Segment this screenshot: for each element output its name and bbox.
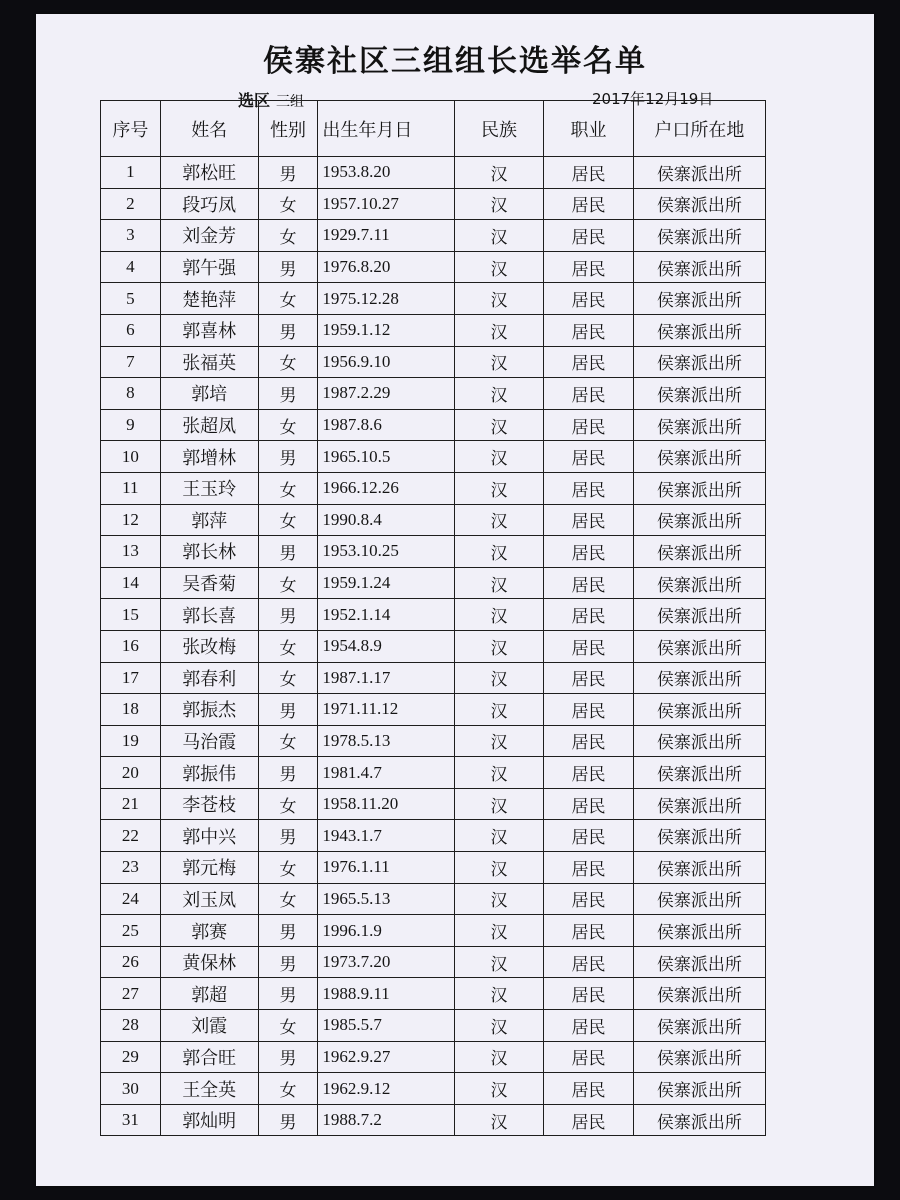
cell-number: 5 xyxy=(101,283,161,315)
cell-birthdate: 1929.7.11 xyxy=(318,220,454,252)
cell-ethnicity: 汉 xyxy=(454,630,544,662)
cell-hukou: 侯寨派出所 xyxy=(633,1104,765,1136)
cell-occupation: 居民 xyxy=(544,409,634,441)
cell-ethnicity: 汉 xyxy=(454,820,544,852)
cell-name: 郭长喜 xyxy=(160,599,258,631)
cell-ethnicity: 汉 xyxy=(454,757,544,789)
cell-number: 19 xyxy=(101,725,161,757)
table-row xyxy=(101,946,766,978)
cell-birthdate: 1962.9.27 xyxy=(318,1041,454,1073)
cell-number: 1 xyxy=(101,157,161,189)
cell-number: 20 xyxy=(101,757,161,789)
table-row xyxy=(101,820,766,852)
cell-occupation: 居民 xyxy=(544,283,634,315)
cell-birthdate: 1965.10.5 xyxy=(318,441,454,473)
cell-gender: 男 xyxy=(258,441,318,473)
column-header-hukou: 户口所在地 xyxy=(633,101,765,157)
cell-gender: 女 xyxy=(258,409,318,441)
cell-gender: 女 xyxy=(258,1010,318,1042)
cell-hukou: 侯寨派出所 xyxy=(633,157,765,189)
table-row xyxy=(101,1041,766,1073)
cell-name: 刘玉凤 xyxy=(160,883,258,915)
cell-birthdate: 1965.5.13 xyxy=(318,883,454,915)
cell-name: 郭合旺 xyxy=(160,1041,258,1073)
cell-occupation: 居民 xyxy=(544,599,634,631)
cell-ethnicity: 汉 xyxy=(454,220,544,252)
cell-occupation: 居民 xyxy=(544,694,634,726)
cell-gender: 男 xyxy=(258,314,318,346)
cell-name: 郭增林 xyxy=(160,441,258,473)
table-row xyxy=(101,251,766,283)
cell-name: 刘霞 xyxy=(160,1010,258,1042)
table-row xyxy=(101,852,766,884)
cell-occupation: 居民 xyxy=(544,504,634,536)
cell-hukou: 侯寨派出所 xyxy=(633,915,765,947)
column-header-name: 姓名 xyxy=(160,101,258,157)
cell-number: 10 xyxy=(101,441,161,473)
cell-ethnicity: 汉 xyxy=(454,852,544,884)
cell-ethnicity: 汉 xyxy=(454,567,544,599)
column-header-occupation: 职业 xyxy=(544,101,634,157)
cell-gender: 男 xyxy=(258,946,318,978)
candidate-table xyxy=(100,100,766,1136)
cell-ethnicity: 汉 xyxy=(454,1041,544,1073)
cell-hukou: 侯寨派出所 xyxy=(633,788,765,820)
cell-name: 郭春利 xyxy=(160,662,258,694)
cell-ethnicity: 汉 xyxy=(454,1010,544,1042)
cell-birthdate: 1978.5.13 xyxy=(318,725,454,757)
table-row xyxy=(101,599,766,631)
cell-occupation: 居民 xyxy=(544,883,634,915)
cell-occupation: 居民 xyxy=(544,978,634,1010)
cell-occupation: 居民 xyxy=(544,630,634,662)
cell-birthdate: 1988.7.2 xyxy=(318,1104,454,1136)
cell-hukou: 侯寨派出所 xyxy=(633,378,765,410)
cell-number: 26 xyxy=(101,946,161,978)
cell-name: 郭赛 xyxy=(160,915,258,947)
cell-hukou: 侯寨派出所 xyxy=(633,630,765,662)
column-header-gender: 性别 xyxy=(258,101,318,157)
cell-number: 31 xyxy=(101,1104,161,1136)
cell-hukou: 侯寨派出所 xyxy=(633,1073,765,1105)
cell-ethnicity: 汉 xyxy=(454,157,544,189)
cell-occupation: 居民 xyxy=(544,915,634,947)
cell-occupation: 居民 xyxy=(544,1041,634,1073)
table-row xyxy=(101,283,766,315)
cell-occupation: 居民 xyxy=(544,852,634,884)
cell-hukou: 侯寨派出所 xyxy=(633,1041,765,1073)
cell-name: 马治霞 xyxy=(160,725,258,757)
cell-hukou: 侯寨派出所 xyxy=(633,346,765,378)
cell-name: 张改梅 xyxy=(160,630,258,662)
cell-name: 郭长林 xyxy=(160,536,258,568)
cell-hukou: 侯寨派出所 xyxy=(633,504,765,536)
cell-number: 11 xyxy=(101,472,161,504)
cell-name: 王玉玲 xyxy=(160,472,258,504)
cell-birthdate: 1952.1.14 xyxy=(318,599,454,631)
cell-number: 3 xyxy=(101,220,161,252)
cell-occupation: 居民 xyxy=(544,536,634,568)
table-row xyxy=(101,915,766,947)
cell-occupation: 居民 xyxy=(544,472,634,504)
cell-gender: 女 xyxy=(258,346,318,378)
cell-birthdate: 1973.7.20 xyxy=(318,946,454,978)
cell-birthdate: 1957.10.27 xyxy=(318,188,454,220)
cell-occupation: 居民 xyxy=(544,346,634,378)
cell-occupation: 居民 xyxy=(544,251,634,283)
cell-name: 王全英 xyxy=(160,1073,258,1105)
cell-name: 楚艳萍 xyxy=(160,283,258,315)
cell-hukou: 侯寨派出所 xyxy=(633,220,765,252)
cell-name: 郭午强 xyxy=(160,251,258,283)
cell-occupation: 居民 xyxy=(544,188,634,220)
cell-birthdate: 1987.2.29 xyxy=(318,378,454,410)
cell-number: 24 xyxy=(101,883,161,915)
cell-number: 27 xyxy=(101,978,161,1010)
cell-occupation: 居民 xyxy=(544,946,634,978)
cell-hukou: 侯寨派出所 xyxy=(633,409,765,441)
cell-name: 李苍枝 xyxy=(160,788,258,820)
cell-hukou: 侯寨派出所 xyxy=(633,820,765,852)
cell-gender: 男 xyxy=(258,1104,318,1136)
table-row xyxy=(101,536,766,568)
cell-gender: 女 xyxy=(258,852,318,884)
cell-ethnicity: 汉 xyxy=(454,409,544,441)
cell-ethnicity: 汉 xyxy=(454,536,544,568)
cell-birthdate: 1985.5.7 xyxy=(318,1010,454,1042)
cell-number: 8 xyxy=(101,378,161,410)
cell-occupation: 居民 xyxy=(544,1104,634,1136)
table-row xyxy=(101,220,766,252)
cell-name: 郭中兴 xyxy=(160,820,258,852)
table-row xyxy=(101,157,766,189)
cell-ethnicity: 汉 xyxy=(454,472,544,504)
cell-number: 22 xyxy=(101,820,161,852)
table-row xyxy=(101,694,766,726)
district-value: 三组 xyxy=(276,94,305,110)
cell-occupation: 居民 xyxy=(544,378,634,410)
cell-name: 郭萍 xyxy=(160,504,258,536)
cell-ethnicity: 汉 xyxy=(454,188,544,220)
table-row xyxy=(101,378,766,410)
cell-gender: 男 xyxy=(258,536,318,568)
cell-name: 郭喜林 xyxy=(160,314,258,346)
cell-gender: 女 xyxy=(258,472,318,504)
cell-number: 15 xyxy=(101,599,161,631)
cell-ethnicity: 汉 xyxy=(454,1073,544,1105)
table-row xyxy=(101,662,766,694)
cell-birthdate: 1943.1.7 xyxy=(318,820,454,852)
cell-number: 9 xyxy=(101,409,161,441)
cell-hukou: 侯寨派出所 xyxy=(633,251,765,283)
table-row xyxy=(101,504,766,536)
cell-gender: 女 xyxy=(258,725,318,757)
cell-birthdate: 1981.4.7 xyxy=(318,757,454,789)
cell-name: 刘金芳 xyxy=(160,220,258,252)
cell-ethnicity: 汉 xyxy=(454,378,544,410)
document-date: 2017年12月19日 xyxy=(592,90,714,108)
cell-occupation: 居民 xyxy=(544,441,634,473)
cell-birthdate: 1953.10.25 xyxy=(318,536,454,568)
cell-gender: 女 xyxy=(258,567,318,599)
cell-occupation: 居民 xyxy=(544,662,634,694)
cell-number: 25 xyxy=(101,915,161,947)
cell-gender: 女 xyxy=(258,630,318,662)
cell-birthdate: 1962.9.12 xyxy=(318,1073,454,1105)
cell-ethnicity: 汉 xyxy=(454,441,544,473)
cell-ethnicity: 汉 xyxy=(454,694,544,726)
cell-name: 郭超 xyxy=(160,978,258,1010)
cell-hukou: 侯寨派出所 xyxy=(633,725,765,757)
cell-number: 28 xyxy=(101,1010,161,1042)
cell-gender: 女 xyxy=(258,788,318,820)
cell-hukou: 侯寨派出所 xyxy=(633,852,765,884)
cell-hukou: 侯寨派出所 xyxy=(633,978,765,1010)
cell-hukou: 侯寨派出所 xyxy=(633,472,765,504)
cell-birthdate: 1976.1.11 xyxy=(318,852,454,884)
table-row xyxy=(101,409,766,441)
cell-birthdate: 1987.1.17 xyxy=(318,662,454,694)
cell-gender: 女 xyxy=(258,883,318,915)
district-label: 选区 xyxy=(238,91,271,110)
cell-name: 郭灿明 xyxy=(160,1104,258,1136)
cell-hukou: 侯寨派出所 xyxy=(633,1010,765,1042)
cell-ethnicity: 汉 xyxy=(454,251,544,283)
cell-gender: 女 xyxy=(258,662,318,694)
table-row xyxy=(101,346,766,378)
cell-gender: 男 xyxy=(258,978,318,1010)
cell-hukou: 侯寨派出所 xyxy=(633,536,765,568)
cell-number: 23 xyxy=(101,852,161,884)
table-row xyxy=(101,472,766,504)
cell-name: 郭振伟 xyxy=(160,757,258,789)
cell-birthdate: 1954.8.9 xyxy=(318,630,454,662)
cell-ethnicity: 汉 xyxy=(454,314,544,346)
cell-number: 6 xyxy=(101,314,161,346)
cell-gender: 女 xyxy=(258,1073,318,1105)
cell-birthdate: 1966.12.26 xyxy=(318,472,454,504)
column-header-number: 序号 xyxy=(101,101,161,157)
table-header-row xyxy=(101,101,766,157)
cell-number: 2 xyxy=(101,188,161,220)
cell-birthdate: 1953.8.20 xyxy=(318,157,454,189)
table-row xyxy=(101,630,766,662)
cell-number: 14 xyxy=(101,567,161,599)
cell-name: 段巧凤 xyxy=(160,188,258,220)
cell-ethnicity: 汉 xyxy=(454,946,544,978)
cell-birthdate: 1976.8.20 xyxy=(318,251,454,283)
cell-occupation: 居民 xyxy=(544,1010,634,1042)
cell-ethnicity: 汉 xyxy=(454,883,544,915)
cell-number: 18 xyxy=(101,694,161,726)
cell-birthdate: 1959.1.24 xyxy=(318,567,454,599)
column-header-birthdate: 出生年月日 xyxy=(318,101,454,157)
cell-name: 郭振杰 xyxy=(160,694,258,726)
cell-hukou: 侯寨派出所 xyxy=(633,441,765,473)
cell-name: 吴香菊 xyxy=(160,567,258,599)
table-row xyxy=(101,1073,766,1105)
cell-occupation: 居民 xyxy=(544,820,634,852)
cell-gender: 女 xyxy=(258,283,318,315)
cell-name: 黄保林 xyxy=(160,946,258,978)
cell-birthdate: 1987.8.6 xyxy=(318,409,454,441)
cell-gender: 男 xyxy=(258,1041,318,1073)
cell-birthdate: 1990.8.4 xyxy=(318,504,454,536)
cell-hukou: 侯寨派出所 xyxy=(633,946,765,978)
cell-birthdate: 1956.9.10 xyxy=(318,346,454,378)
cell-hukou: 侯寨派出所 xyxy=(633,757,765,789)
cell-hukou: 侯寨派出所 xyxy=(633,662,765,694)
cell-ethnicity: 汉 xyxy=(454,725,544,757)
cell-ethnicity: 汉 xyxy=(454,283,544,315)
cell-gender: 男 xyxy=(258,251,318,283)
table-row xyxy=(101,188,766,220)
cell-ethnicity: 汉 xyxy=(454,915,544,947)
cell-ethnicity: 汉 xyxy=(454,1104,544,1136)
cell-birthdate: 1959.1.12 xyxy=(318,314,454,346)
cell-occupation: 居民 xyxy=(544,220,634,252)
table-row xyxy=(101,725,766,757)
cell-hukou: 侯寨派出所 xyxy=(633,188,765,220)
cell-occupation: 居民 xyxy=(544,1073,634,1105)
cell-name: 郭元梅 xyxy=(160,852,258,884)
cell-occupation: 居民 xyxy=(544,757,634,789)
cell-gender: 男 xyxy=(258,157,318,189)
cell-ethnicity: 汉 xyxy=(454,662,544,694)
cell-gender: 男 xyxy=(258,599,318,631)
cell-number: 13 xyxy=(101,536,161,568)
table-row xyxy=(101,567,766,599)
table-row xyxy=(101,1104,766,1136)
table-row xyxy=(101,1010,766,1042)
table-body xyxy=(101,157,766,1136)
cell-birthdate: 1996.1.9 xyxy=(318,915,454,947)
table-row xyxy=(101,441,766,473)
cell-hukou: 侯寨派出所 xyxy=(633,599,765,631)
cell-name: 张福英 xyxy=(160,346,258,378)
cell-occupation: 居民 xyxy=(544,314,634,346)
cell-hukou: 侯寨派出所 xyxy=(633,694,765,726)
cell-ethnicity: 汉 xyxy=(454,788,544,820)
cell-number: 4 xyxy=(101,251,161,283)
cell-birthdate: 1975.12.28 xyxy=(318,283,454,315)
cell-number: 21 xyxy=(101,788,161,820)
cell-gender: 男 xyxy=(258,915,318,947)
cell-number: 30 xyxy=(101,1073,161,1105)
cell-occupation: 居民 xyxy=(544,567,634,599)
cell-hukou: 侯寨派出所 xyxy=(633,314,765,346)
table-row xyxy=(101,788,766,820)
cell-ethnicity: 汉 xyxy=(454,978,544,1010)
cell-gender: 男 xyxy=(258,757,318,789)
cell-gender: 男 xyxy=(258,820,318,852)
cell-hukou: 侯寨派出所 xyxy=(633,883,765,915)
cell-number: 17 xyxy=(101,662,161,694)
table-row xyxy=(101,883,766,915)
cell-number: 7 xyxy=(101,346,161,378)
cell-birthdate: 1988.9.11 xyxy=(318,978,454,1010)
table-row xyxy=(101,757,766,789)
table-row xyxy=(101,978,766,1010)
cell-occupation: 居民 xyxy=(544,157,634,189)
cell-birthdate: 1971.11.12 xyxy=(318,694,454,726)
cell-gender: 男 xyxy=(258,694,318,726)
cell-gender: 女 xyxy=(258,504,318,536)
cell-gender: 女 xyxy=(258,188,318,220)
cell-number: 29 xyxy=(101,1041,161,1073)
cell-ethnicity: 汉 xyxy=(454,504,544,536)
document-title: 侯寨社区三组组长选举名单 xyxy=(263,44,647,79)
cell-number: 12 xyxy=(101,504,161,536)
cell-ethnicity: 汉 xyxy=(454,599,544,631)
cell-name: 郭松旺 xyxy=(160,157,258,189)
cell-hukou: 侯寨派出所 xyxy=(633,283,765,315)
cell-name: 郭培 xyxy=(160,378,258,410)
table-row xyxy=(101,314,766,346)
cell-occupation: 居民 xyxy=(544,788,634,820)
cell-occupation: 居民 xyxy=(544,725,634,757)
column-header-ethnicity: 民族 xyxy=(454,101,544,157)
cell-birthdate: 1958.11.20 xyxy=(318,788,454,820)
cell-gender: 男 xyxy=(258,378,318,410)
cell-ethnicity: 汉 xyxy=(454,346,544,378)
cell-hukou: 侯寨派出所 xyxy=(633,567,765,599)
cell-name: 张超凤 xyxy=(160,409,258,441)
cell-number: 16 xyxy=(101,630,161,662)
cell-gender: 女 xyxy=(258,220,318,252)
